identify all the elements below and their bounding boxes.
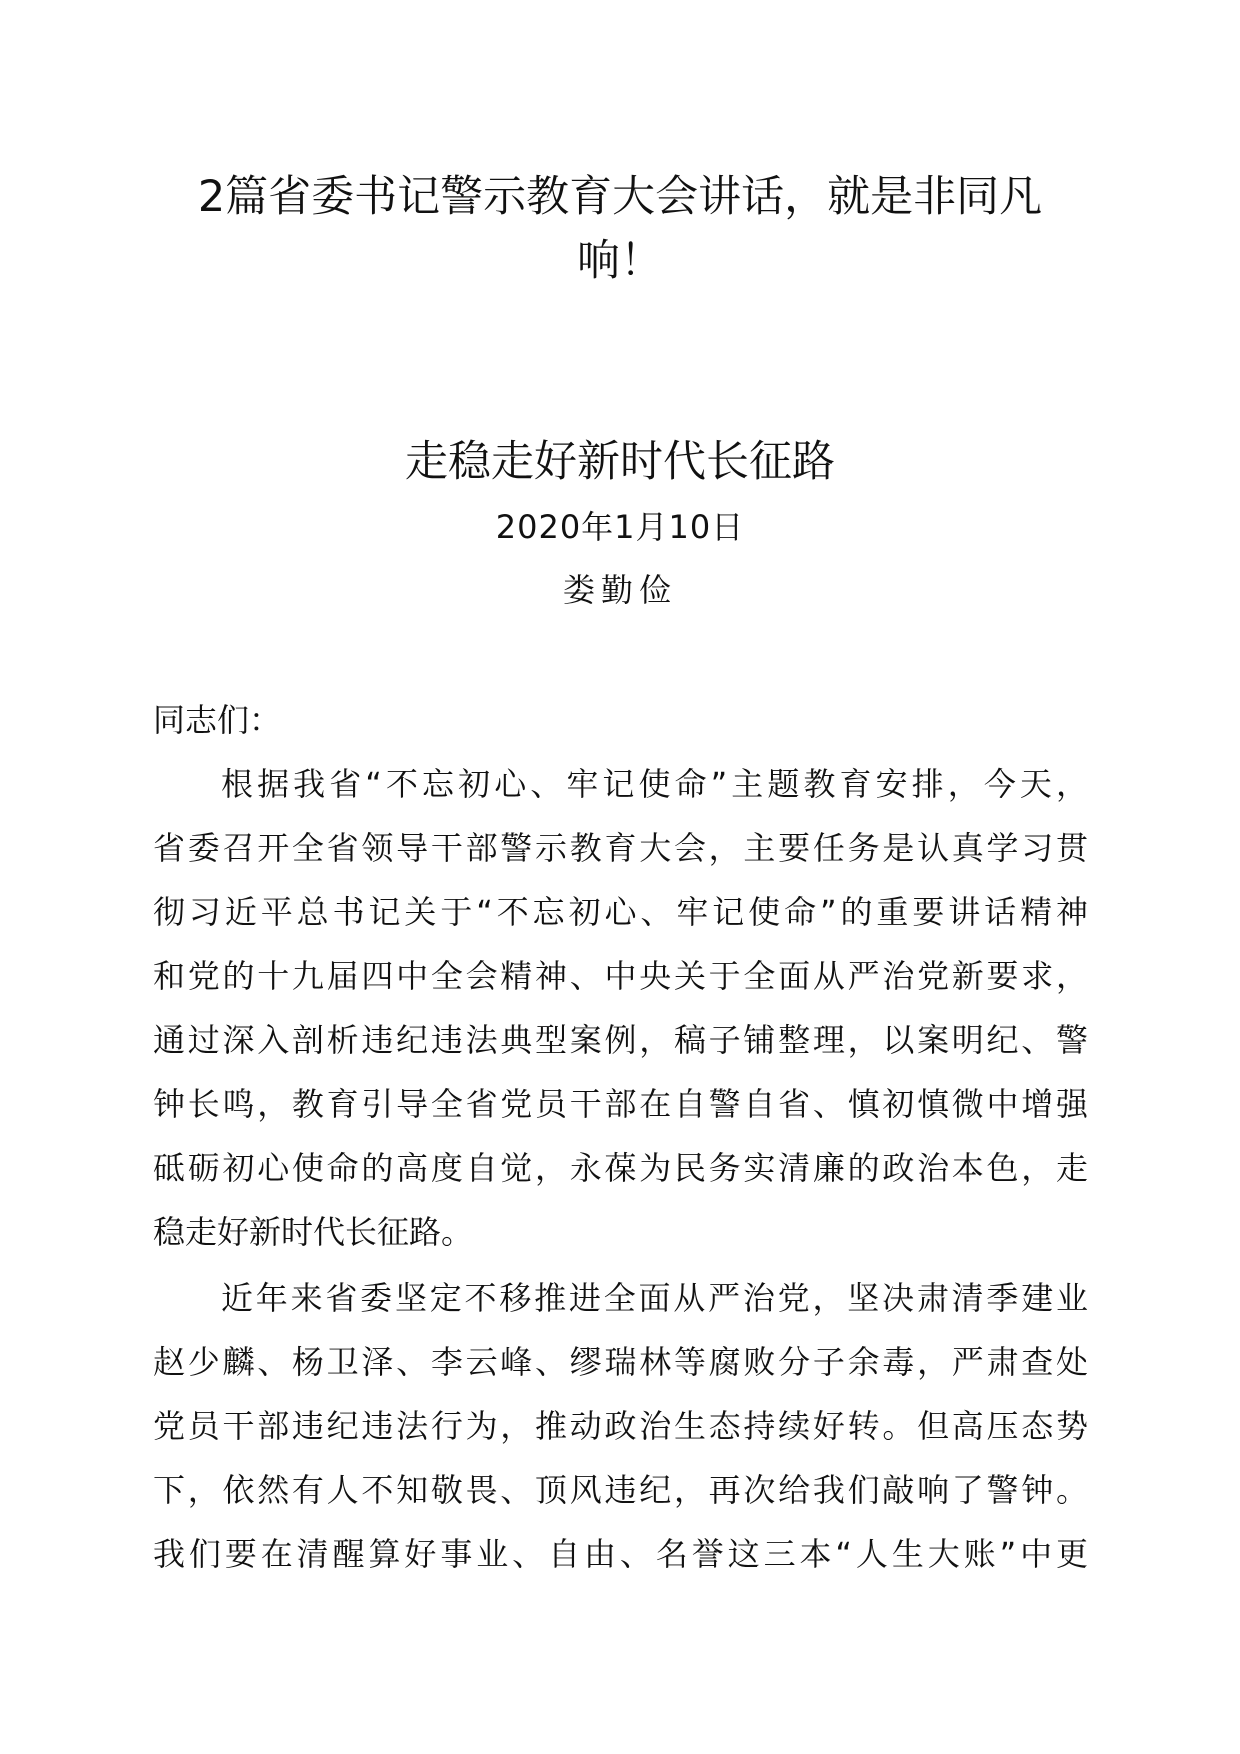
paragraph-1-line-8: 稳走好新时代长征路。 — [153, 1213, 474, 1251]
paragraph-2-line-3: 党员干部违纪违法行为，推动政治生态持续好转。但高压态势 — [153, 1407, 1088, 1445]
paragraph-1-line-1: 根据我省“不忘初心、牢记使命”主题教育安排，今天， — [221, 765, 1088, 803]
speech-title: 走稳走好新时代长征路 — [405, 437, 835, 487]
document-title — [150, 165, 1090, 293]
paragraph-2-line-5: 我们要在清醒算好事业、自由、名誉这三本“人生大账”中更 — [153, 1535, 1088, 1573]
paragraph-2-line-1: 近年来省委坚定不移推进全面从严治党，坚决肃清季建业 — [221, 1279, 1088, 1317]
paragraph-1-line-7: 砥砺初心使命的高度自觉，永葆为民务实清廉的政治本色，走 — [153, 1149, 1088, 1187]
paragraph-1-line-6: 钟长鸣，教育引导全省党员干部在自警自省、慎初慎微中增强 — [153, 1085, 1088, 1123]
document-title-line-2: 响！ — [577, 236, 663, 286]
paragraph-1-line-2: 省委召开全省领导干部警示教育大会，主要任务是认真学习贯 — [153, 829, 1088, 867]
document-title-line-1: 2篇省委书记警示教育大会讲话，就是非同凡 — [197, 172, 1043, 222]
paragraph-2-line-2: 赵少麟、杨卫泽、李云峰、缪瑞林等腐败分子余毒，严肃查处 — [153, 1343, 1088, 1381]
salutation: 同志们： — [153, 701, 282, 739]
paragraph-2-line-4: 下，依然有人不知敬畏、顶风违纪，再次给我们敲响了警钟。 — [153, 1471, 1088, 1509]
paragraph-1-line-5: 通过深入剖析违纪违法典型案例，稿子铺整理，以案明纪、警 — [153, 1021, 1088, 1059]
paragraph-1-line-3: 彻习近平总书记关于“不忘初心、牢记使命”的重要讲话精神 — [153, 893, 1088, 931]
paragraph-1-line-4: 和党的十九届四中全会精神、中央关于全面从严治党新要求， — [153, 957, 1088, 995]
speech-author: 娄勤俭 — [562, 571, 677, 609]
speech-date: 2020年1月10日 — [495, 508, 745, 546]
